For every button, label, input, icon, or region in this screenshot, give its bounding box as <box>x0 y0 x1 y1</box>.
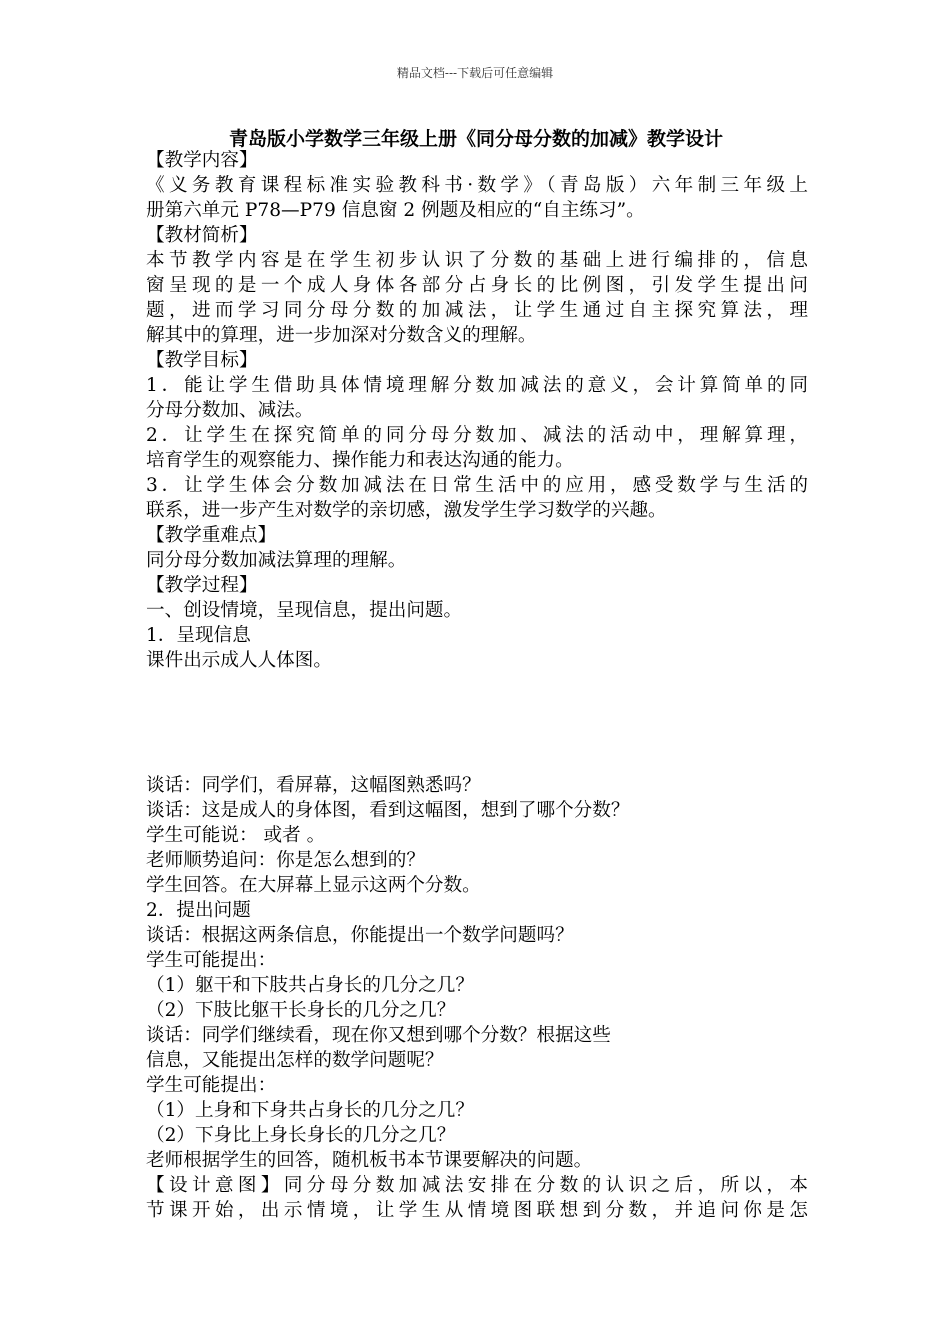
paragraph-line: 2．让学生在探究简单的同分母分数加、减法的活动中，理解算理， <box>146 425 808 446</box>
paragraph-line: 1．能让学生借助具体情境理解分数加减法的意义，会计算简单的同 <box>146 375 808 396</box>
paragraph-line: 《义务教育课程标准实验教科书·数学》（青岛版）六年制三年级上 <box>146 175 808 196</box>
paragraph-line: 同分母分数加减法算理的理解。 <box>146 550 407 571</box>
paragraph-line: 本节教学内容是在学生初步认识了分数的基础上进行编排的，信息 <box>146 250 808 271</box>
paragraph-line: 学生可能提出： <box>146 1075 277 1096</box>
body-block-after-figure <box>146 773 808 1223</box>
paragraph-line: （1）躯干和下肢共占身长的几分之几？ <box>146 975 474 996</box>
paragraph-line: 3．让学生体会分数加减法在日常生活中的应用，感受数学与生活的 <box>146 475 808 496</box>
paragraph-line: 【教学内容】 <box>146 150 258 171</box>
header-note: 精品文档---下载后可任意编辑 <box>396 66 554 80</box>
paragraph-line: 册第六单元 P78—P79 信息窗 2 例题及相应的“自主练习”。 <box>146 200 645 221</box>
paragraph-line: 解其中的算理，进一步加深对分数含义的理解。 <box>146 325 537 346</box>
paragraph-line: 培育学生的观察能力、操作能力和表达沟通的能力。 <box>146 450 574 471</box>
paragraph-line: 谈话：同学们，看屏幕，这幅图熟悉吗？ <box>146 775 481 796</box>
paragraph-line: 一、创设情境，呈现信息，提出问题。 <box>146 600 463 621</box>
paragraph-line: 窗呈现的是一个成人身体各部分占身长的比例图，引发学生提出问 <box>146 275 808 296</box>
paragraph-line: 联系，进一步产生对数学的亲切感，激发学生学习数学的兴趣。 <box>146 500 667 521</box>
paragraph-line: （2）下肢比躯干长身长的几分之几？ <box>146 1000 456 1021</box>
paragraph-line: 学生可能说： 或者 。 <box>146 825 326 846</box>
paragraph-line: 老师根据学生的回答，随机板书本节课要解决的问题。 <box>146 1150 593 1171</box>
paragraph-line: 【教学过程】 <box>146 575 258 596</box>
paragraph-line: （2）下身比上身长身长的几分之几？ <box>146 1125 456 1146</box>
paragraph-line: 分母分数加、减法。 <box>146 400 314 421</box>
paragraph-line: 信息，又能提出怎样的数学问题呢？ <box>146 1050 444 1071</box>
paragraph-line: 学生可能提出： <box>146 950 277 971</box>
paragraph-line: （1）上身和下身共占身长的几分之几？ <box>146 1100 474 1121</box>
document-title: 青岛版小学数学三年级上册《同分母分数的加减》教学设计 <box>228 128 723 150</box>
paragraph-line: 2．提出问题 <box>146 900 251 921</box>
paragraph-line: 谈话：同学们继续看，现在你又想到哪个分数？根据这些 <box>146 1025 611 1046</box>
paragraph-line: 【设计意图】同分母分数加减法安排在分数的认识之后，所以，本 <box>146 1175 808 1196</box>
paragraph-line: 学生回答。在大屏幕上显示这两个分数。 <box>146 875 481 896</box>
paragraph-line: 谈话：根据这两条信息，你能提出一个数学问题吗？ <box>146 925 574 946</box>
figure-placeholder-gap <box>146 673 808 773</box>
paragraph-line: 节课开始，出示情境，让学生从情境图联想到分数，并追问你是怎 <box>146 1200 808 1221</box>
paragraph-line: 课件出示成人人体图。 <box>146 650 332 671</box>
paragraph-line: 老师顺势追问：你是怎么想到的？ <box>146 850 425 871</box>
body-block-before-figure <box>146 148 808 673</box>
paragraph-line: 题，进而学习同分母分数的加减法，让学生通过自主探究算法，理 <box>146 300 808 321</box>
document-body <box>146 148 808 1223</box>
paragraph-line: 【教学目标】 <box>146 350 258 371</box>
paragraph-line: 1．呈现信息 <box>146 625 251 646</box>
paragraph-line: 【教学重难点】 <box>146 525 277 546</box>
paragraph-line: 谈话：这是成人的身体图，看到这幅图，想到了哪个分数？ <box>146 800 630 821</box>
paragraph-line: 【教材简析】 <box>146 225 258 246</box>
